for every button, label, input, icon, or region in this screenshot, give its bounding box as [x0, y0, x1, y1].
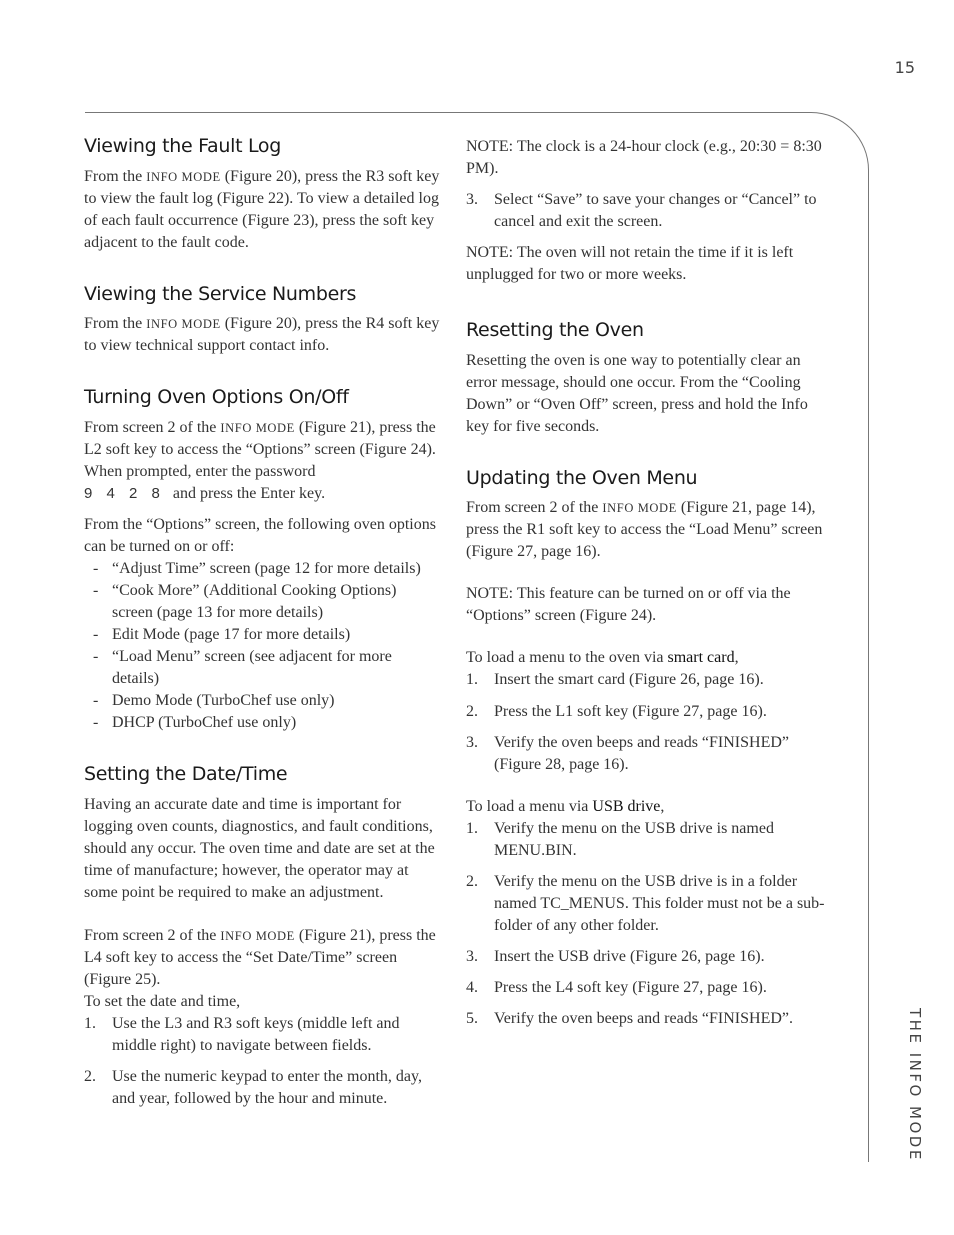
options-paragraph: From screen 2 of the INFO MODE (Figure 21), press the L2 soft key to access the “Options” screen (Figure 24). When prompted, enter the password 9 4 2 8 and press the Enter key.	[84, 419, 436, 503]
list-item: 3. Select “Save” to save your changes or “Cancel” to cancel and exit the screen.	[466, 191, 817, 230]
list-item: 1. Verify the menu on the USB drive is named MENU.BIN.	[466, 820, 774, 860]
heading-service-numbers: Viewing the Service Numbers	[84, 282, 357, 305]
list-item: 2. Press the L1 soft key (Figure 27, page 16).	[466, 703, 767, 721]
list-item: - “Adjust Time” screen (page 12 for more details)	[84, 558, 440, 580]
fault-log-paragraph: From the INFO MODE (Figure 20), press the R3 soft key to view the fault log (Figure 22). To view a detailed log of each fault occurrence (Figure 23), press the soft key adjacent to the fault code.	[84, 167, 440, 251]
section-date-time	[84, 762, 440, 1110]
list-item: 2. Verify the menu on the USB drive is in a folder named TC_MENUS. This folder must not be a sub-folder of any other folder.	[466, 873, 825, 935]
list-item: 1. Use the L3 and R3 soft keys (middle left and middle right) to navigate between fields.	[84, 1014, 400, 1054]
list-item: - “Cook More” (Additional Cooking Options) screen (page 13 for more details)	[84, 580, 440, 624]
list-item: - Demo Mode (TurboChef use only)	[84, 690, 440, 712]
heading-oven-options: Turning Oven Options On/Off	[84, 386, 349, 409]
heading-update-menu: Updating the Oven Menu	[466, 466, 698, 489]
info-mode-term: INFO MODE	[146, 169, 221, 184]
section-update-menu	[466, 466, 826, 1031]
datetime-paragraph: Having an accurate date and time is important for logging oven counts, diagnostics, and fault conditions, should any occur. The oven time and date are set at the time of manufacture; however, the operator may at some point be required to make an adjustment.	[84, 795, 435, 901]
info-mode-term: INFO MODE	[602, 501, 677, 516]
section-fault-log	[84, 134, 440, 254]
list-item: 5. Verify the oven beeps and reads “FINISHED”.	[466, 1010, 794, 1028]
list-item: 3. Insert the USB drive (Figure 26, page 16).	[466, 948, 765, 966]
datetime-steps-intro: To set the date and time,	[84, 992, 241, 1010]
info-mode-term: INFO MODE	[146, 317, 221, 332]
list-item: 4. Press the L4 soft key (Figure 27, page 16).	[466, 979, 767, 997]
heading-date-time: Setting the Date/Time	[84, 763, 288, 786]
page-number: 15	[894, 58, 915, 77]
list-item: 1. Insert the smart card (Figure 26, page 16).	[466, 671, 764, 689]
heading-reset-oven: Resetting the Oven	[466, 319, 644, 341]
menu-note: NOTE: This feature can be turned on or off via the “Options” screen (Figure 24).	[466, 585, 791, 625]
list-item: - Edit Mode (page 17 for more details)	[84, 624, 440, 646]
section-oven-options	[84, 385, 440, 734]
list-item: - “Load Menu” screen (see adjacent for more details)	[84, 646, 440, 690]
heading-fault-log: Viewing the Fault Log	[84, 135, 282, 157]
clock-note: NOTE: The clock is a 24-hour clock (e.g., 20:30 = 8:30 PM).	[466, 138, 822, 177]
usb-drive-term: USB drive	[592, 798, 661, 816]
list-item: 3. Verify the oven beeps and reads “FINISHED” (Figure 28, page 16).	[466, 734, 790, 774]
section-reset-oven	[466, 318, 826, 438]
list-item: 2. Use the numeric keypad to enter the month, day, and year, followed by the hour and minute.	[84, 1067, 422, 1107]
password-value: 9 4 2 8	[84, 485, 165, 503]
right-column	[466, 136, 826, 1030]
info-mode-term: INFO MODE	[220, 928, 295, 943]
service-paragraph: From the INFO MODE (Figure 20), press the R4 soft key to view technical support contact info.	[84, 315, 440, 355]
reset-paragraph: Resetting the oven is one way to potentially clear an error message, should one occur. From the “Cooling Down” or “Oven Off” screen, press and hold the Info key for five seconds.	[466, 351, 808, 435]
section-service-numbers	[84, 282, 440, 358]
menu-paragraph: From screen 2 of the INFO MODE (Figure 21, page 14), press the R1 soft key to access the “Load Menu” screen (Figure 27, page 16).	[466, 499, 823, 561]
options-intro: From the “Options” screen, the following oven options can be turned on or off:	[84, 516, 436, 556]
datetime-access-paragraph: From screen 2 of the INFO MODE (Figure 21), press the L4 soft key to access the “Set Date/Time” screen (Figure 25).	[84, 926, 436, 988]
retain-note: NOTE: The oven will not retain the time if it is left unplugged for two or more weeks.	[466, 244, 794, 283]
info-mode-term: INFO MODE	[220, 421, 295, 436]
left-column	[84, 134, 440, 1138]
options-list	[84, 558, 440, 734]
list-item: - DHCP (TurboChef use only)	[84, 712, 440, 734]
smart-card-intro: To load a menu to the oven via smart card,	[466, 649, 739, 667]
smart-card-term: smart card	[667, 649, 735, 667]
usb-intro: To load a menu via USB drive,	[466, 798, 665, 816]
section-side-label: THE INFO MODE	[906, 1008, 924, 1162]
